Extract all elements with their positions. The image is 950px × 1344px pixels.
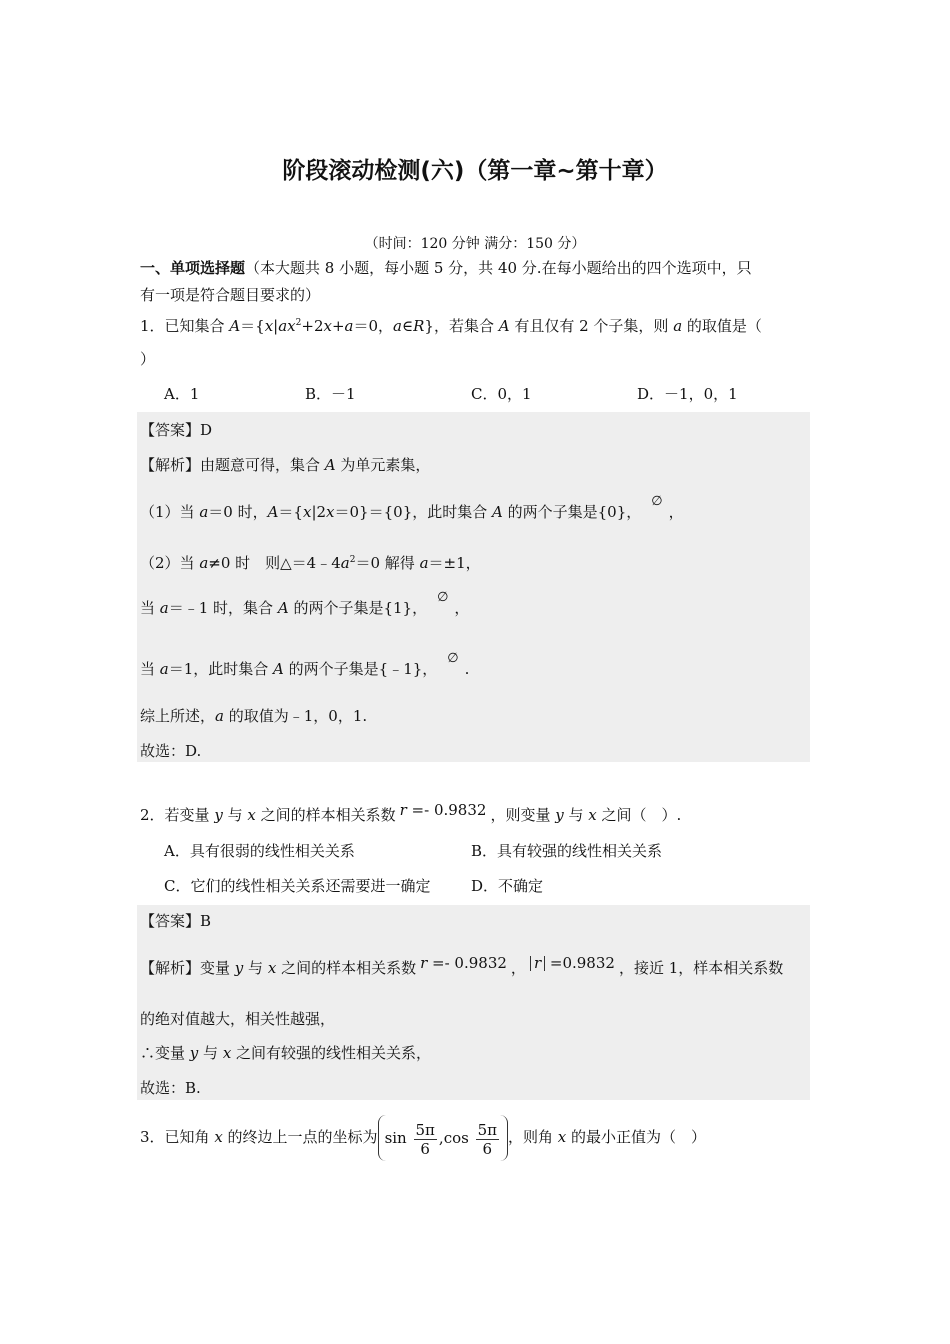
q2-option-b[interactable]: B．具有较强的线性相关关系 [471,842,663,860]
q2-option-c[interactable]: C．它们的线性相关关系还需要进一确定 [164,877,431,895]
q2-answer: 【答案】B [140,912,212,930]
q2-analysis-4: 故选：B. [140,1079,201,1097]
section-heading [140,258,752,278]
exam-info: （时间：120 分钟 满分：150 分） [364,236,586,252]
abs-correlation-formula: r =0.9832 [530,954,615,972]
question-2-stem: 2．若变量 y 与 x 之间的样本相关系数 r =- 0.9832 ，则变量 y 与 x 之间（ ）. [140,801,682,824]
q2-answer-block [137,905,810,1100]
q1-analysis-7: 故选：D. [140,742,202,760]
empty-set-symbol: ∅ [437,590,449,605]
correlation-formula: r =- 0.9832 [420,954,507,972]
empty-set-symbol: ∅ [447,651,459,666]
q2-analysis-2: 的绝对值越大，相关性越强， [140,1010,336,1028]
q1-option-c[interactable]: C．0，1 [471,385,532,403]
empty-set-symbol: ∅ [651,494,663,509]
q1-option-a[interactable]: A．1 [164,385,200,403]
point-coordinates: sin $\frac{5\pi}{6}$ ,cos $\frac{5\pi}{6}$ [378,1115,508,1161]
q1-analysis-3: （2）当 a≠0 时 则$\triangle=4﹣4a^2=0$ 解得 a＝±1， [140,554,481,572]
q2-analysis-3: ∴变量 y 与 x 之间有较强的线性相关关系， [140,1044,432,1062]
q1-analysis-1: 【解析】由题意可得，集合 A 为单元素集， [140,456,431,474]
q1-analysis-5: 当 a＝1，此时集合 A 的两个子集是{﹣1}，∅. [140,651,470,678]
q2-analysis-1: 【解析】变量 y 与 x 之间的样本相关系数 r =- 0.9832 ， r =0.9832 ，接近 1，样本相关系数 [140,954,784,977]
question-1-stem: 1．已知集合 $A=\{x|ax^2+2x+a=0$，a∈R}，若集合 A 有且仅有 2 个子集，则 a 的取值是（ [140,317,762,335]
section-desc: （本大题共 8 小题，每小题 5 分，共 40 分.在每小题给出的四个选项中，只 [245,259,752,277]
page-title: 阶段滚动检测(六)（第一章~第十章） [282,158,668,184]
q1-answer: 【答案】D [140,421,213,439]
q2-option-d[interactable]: D．不确定 [471,877,544,895]
q1-option-d[interactable]: D．－1，0，1 [637,385,738,403]
section-desc-cont: 有一项是符合题目要求的） [140,286,321,304]
q1-analysis-4: 当 a＝﹣1 时，集合 A 的两个子集是{1}，∅， [140,590,470,617]
q1-analysis-2: （1）当 a＝0 时，A＝{x|2x＝0}＝{0}，此时集合 A 的两个子集是{0}，∅， [140,494,684,521]
q1-option-b[interactable]: B．－1 [305,385,356,403]
correlation-formula: r =- 0.9832 [399,801,487,819]
section-title: 一、单项选择题 [140,259,246,277]
question-1-close: ） [140,350,156,368]
q1-analysis-6: 综上所述，a 的取值为﹣1，0，1. [140,707,368,725]
question-3-stem: 3．已知角 x 的终边上一点的坐标为 sin $\frac{5\pi}{6}$ ,cos $\frac{5\pi}{6}$ ，则角 x 的最小正值为（ ） [140,1112,706,1162]
q2-option-a[interactable]: A．具有很弱的线性相关关系 [164,842,355,860]
